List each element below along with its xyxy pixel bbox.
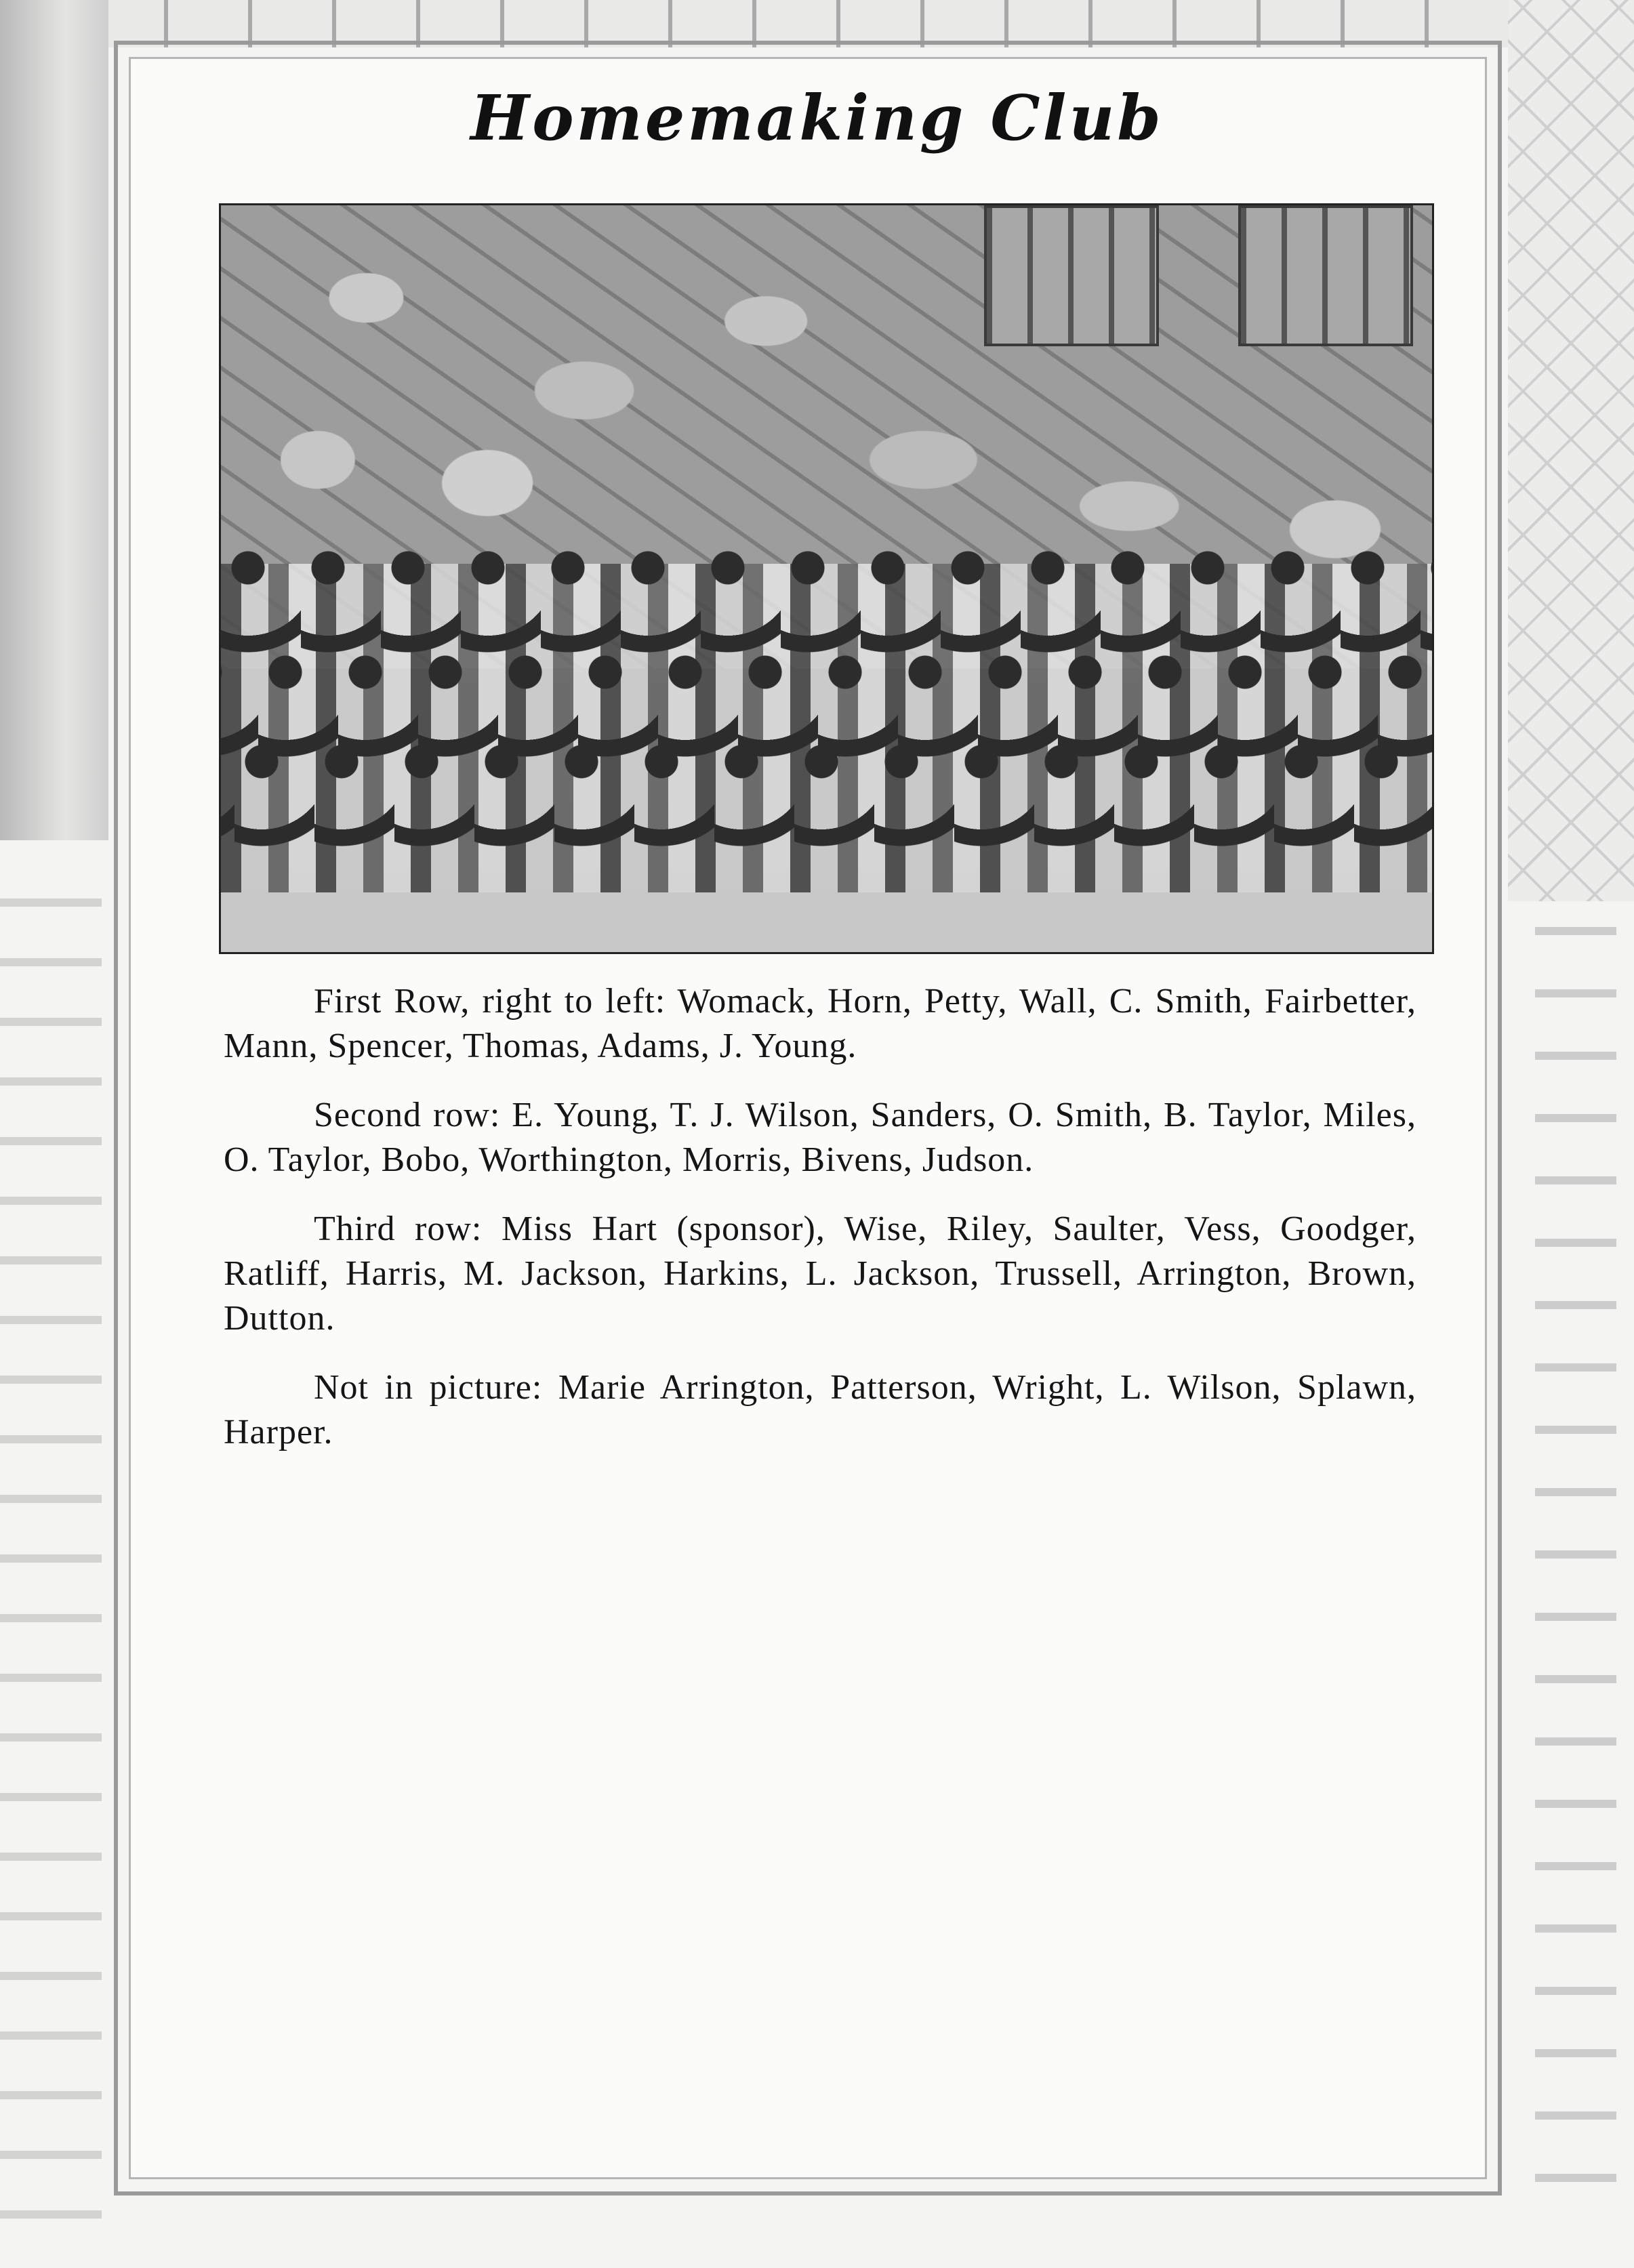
caption-not-in-picture: Not in picture: Marie Arrington, Patterson, Wright, L. Wilson, Splawn, Harper. bbox=[224, 1368, 1416, 1451]
caption-first-row: First Row, right to left: Womack, Horn, Petty, Wall, C. Smith, Fairbetter, Mann, Spencer, Thomas, Adams, J. Young. bbox=[224, 982, 1416, 1065]
photo-window bbox=[984, 205, 1159, 346]
page-title: Homemaking Club bbox=[470, 81, 1164, 154]
photo-front-row bbox=[221, 728, 1432, 877]
caption-third-row: Third row: Miss Hart (sponsor), Wise, Riley, Saulter, Vess, Goodger, Ratliff, Harris, M. Jackson, Harkins, L. Jackson, Trussell, Arrington, Brown, Dutton. bbox=[224, 1210, 1416, 1338]
photo-window bbox=[1238, 205, 1413, 346]
photo-ground bbox=[221, 892, 1432, 952]
left-leaf-border bbox=[0, 874, 102, 2229]
caption-second-row: Second row: E. Young, T. J. Wilson, Sanders, O. Smith, B. Taylor, Miles, O. Taylor, Bobo, Worthington, Morris, Bivens, Judson. bbox=[224, 1096, 1416, 1179]
club-group-photo bbox=[219, 203, 1434, 954]
right-leaf-border bbox=[1535, 901, 1616, 2229]
